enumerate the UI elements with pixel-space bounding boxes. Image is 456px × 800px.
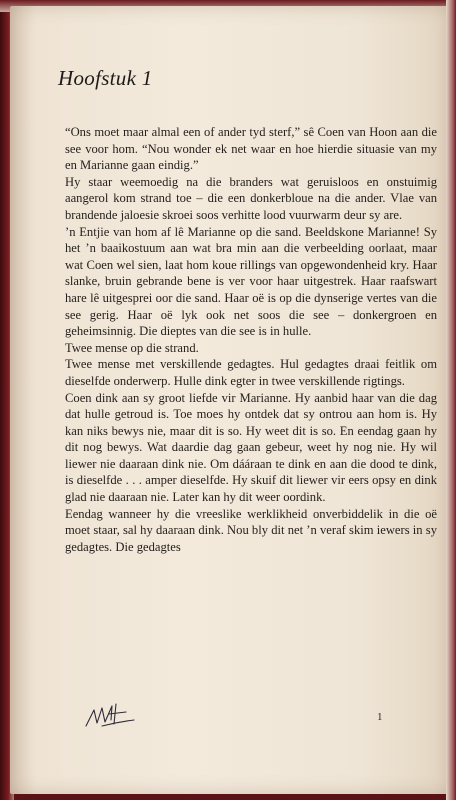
chapter-title: Hoofstuk 1 — [58, 66, 153, 90]
paragraph: Hy staar weemoedig na die branders wat geruisloos en onstuimig aangerol kom strand toe – die een donkerbloue na die ander. Vlae van brandende jaloesie skroei soos verhitte lood vuurwarm deur sy are. — [65, 174, 437, 222]
page-number: 1 — [377, 711, 383, 723]
paragraph: Eendag wanneer hy die vreeslike werklikheid onverbiddelik in die oë moet staar, sal hy daaraan dink. Nou bly dit net ’n veraf skim iewers in sy gedagtes. Die gedagtes — [65, 506, 437, 554]
paragraph: “Ons moet maar almal een of ander tyd sterf,” sê Coen van Hoon aan die see voor hom. “Nou wonder ek net waar en hoe hierdie situasie van my en Marianne gaan eindig.” — [65, 125, 437, 173]
paragraph: ’n Entjie van hom af lê Marianne op die sand. Beeldskone Marianne! Sy het ’n baaikostuum aan wat bra min aan die verbeelding oorlaat, maar wat Coen wel sien, laat hom koue rillings van opgewondenheid kry. Haar slanke, bruin gebrande bene is ver voor haar uitgestrek. Haar raafswart hare lê uitgesprei oor die sand. Haar oë is op die dynserige vertes van die see gerig. Haar oë lyk ook net soos die see – donkergroen en geheimsinnig. Die dieptes van die see is in hulle. — [65, 224, 437, 339]
paragraph: Twee mense op die strand. — [65, 340, 199, 355]
paragraph: Twee mense met verskillende gedagtes. Hul gedagtes draai feitlik om dieselfde onderwerp. Hulle dink egter in twee verskillende rigtings. — [65, 357, 437, 388]
paragraph: Coen dink aan sy groot liefde vir Marianne. Hy aanbid haar van die dag dat hulle getroud is. Toe moes hy ontdek dat sy ontrou aan hom is. Hy kan niks bewys nie, maar dit is so. Hy weet dit is so. En eendag gaan hy dit nog bewys. Wat daardie dag gaan gebeur, weet hy nog nie. Hy wil liewer nie daaraan dink nie. Om dááraan te dink en aan die dood te dink, is dieselfde . . . amper dieselfde. Hy skuif dit liewer vir eers opsy en dink glad nie daaraan nie. Later kan hy dit weer oordink. — [65, 390, 437, 505]
handwritten-signature-icon — [82, 696, 138, 736]
book-page — [10, 6, 448, 794]
body-text — [65, 124, 437, 555]
book-cover-right-edge — [446, 0, 456, 800]
